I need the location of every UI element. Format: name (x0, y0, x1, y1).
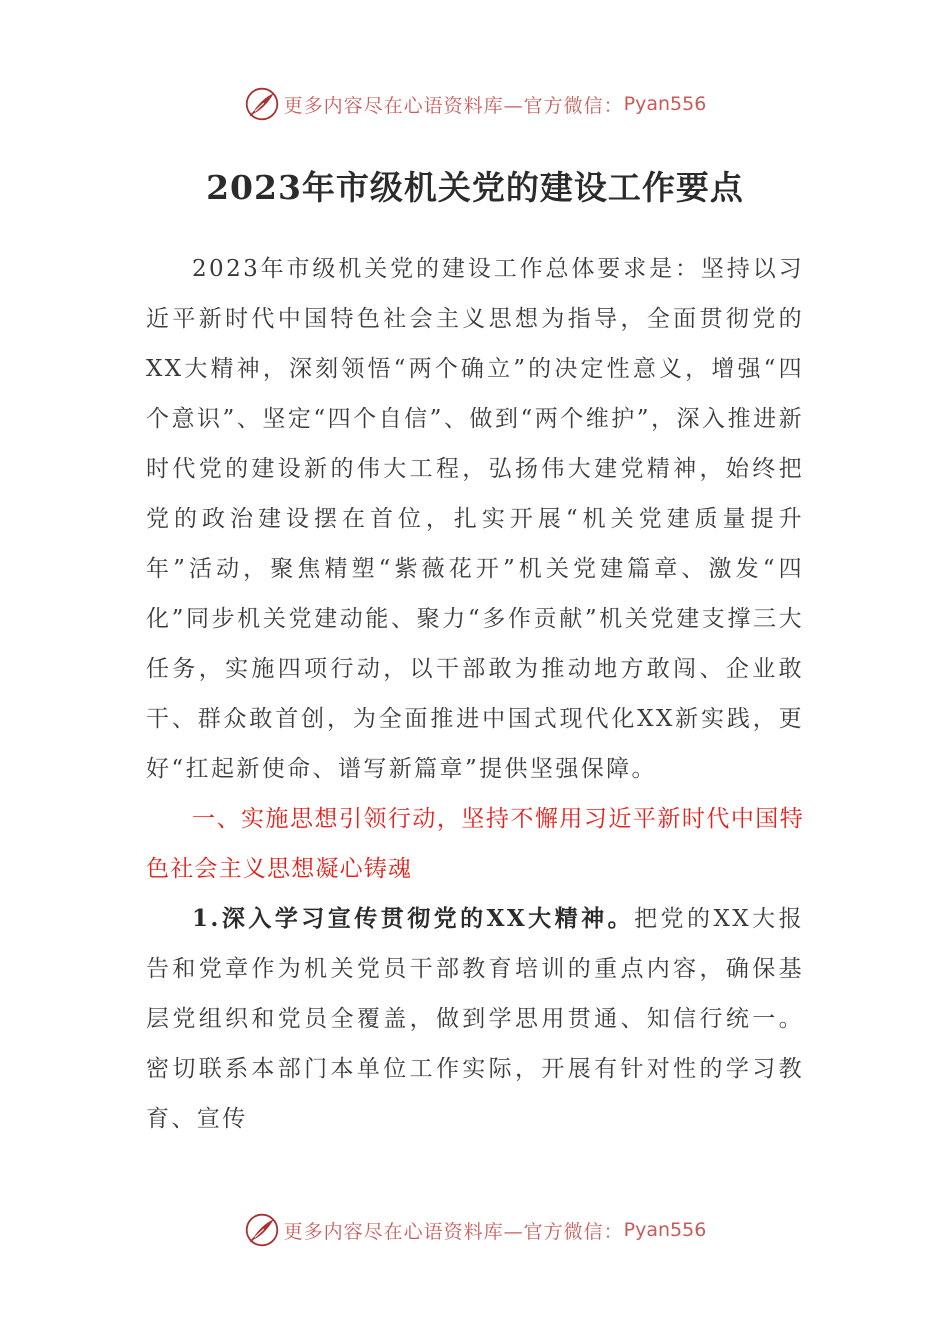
document-title: 2023年市级机关党的建设工作要点 (206, 168, 744, 207)
watermark-text: 更多内容尽在心语资料库—官方微信： (283, 94, 624, 117)
watermark-wechat-id: Pyan556 (623, 1219, 707, 1241)
watermark-text: 更多内容尽在心语资料库—官方微信： (283, 1220, 624, 1243)
intro-paragraph: 2023年市级机关党的建设工作总体要求是：坚持以习近平新时代中国特色社会主义思想为指导，全面贯彻党的XX大精神，深刻领悟“两个确立”的决定性意义，增强“四个意识”、坚定“四个自信”、做到“两个维护”，深入推进新时代党的建设新的伟大工程，弘扬伟大建党精神，始终把党的政治建设摆在首位，扎实开展“机关党建质量提升年”活动，聚焦精塑“紫薇花开”机关党建篇章、激发“四化”同步机关党建动能、聚力“多作贡献”机关党建支撑三大任务，实施四项行动，以干部敢为推动地方敢闯、企业敢干、群众敢首创，为全面推进中国式现代化XX新实践，更好“扛起新使命、谱写新篇章”提供坚强保障。 (146, 256, 804, 782)
item-lead-1: 1.深入学习宣传贯彻党的XX大精神。 (192, 905, 635, 932)
section-heading-1: 一、实施思想引领行动，坚持不懈用习近平新时代中国特色社会主义思想凝心铸魂 (146, 806, 804, 882)
item-body-1: 把党的XX大报告和党章作为机关党员干部教育培训的重点内容，确保基层党组织和党员全覆盖，做到学思用贯通、知信行统一。密切联系本部门本单位工作实际，开展有针对性的学习教育、宣传 (146, 906, 804, 1132)
item-paragraph-1 (146, 894, 804, 1144)
document-body (146, 244, 804, 1144)
watermark-header (0, 84, 950, 124)
watermark-wechat-id: Pyan556 (623, 93, 707, 115)
watermark-footer (0, 1210, 950, 1250)
feather-pen-logo-icon (244, 86, 280, 122)
feather-pen-logo-icon (244, 1212, 280, 1248)
